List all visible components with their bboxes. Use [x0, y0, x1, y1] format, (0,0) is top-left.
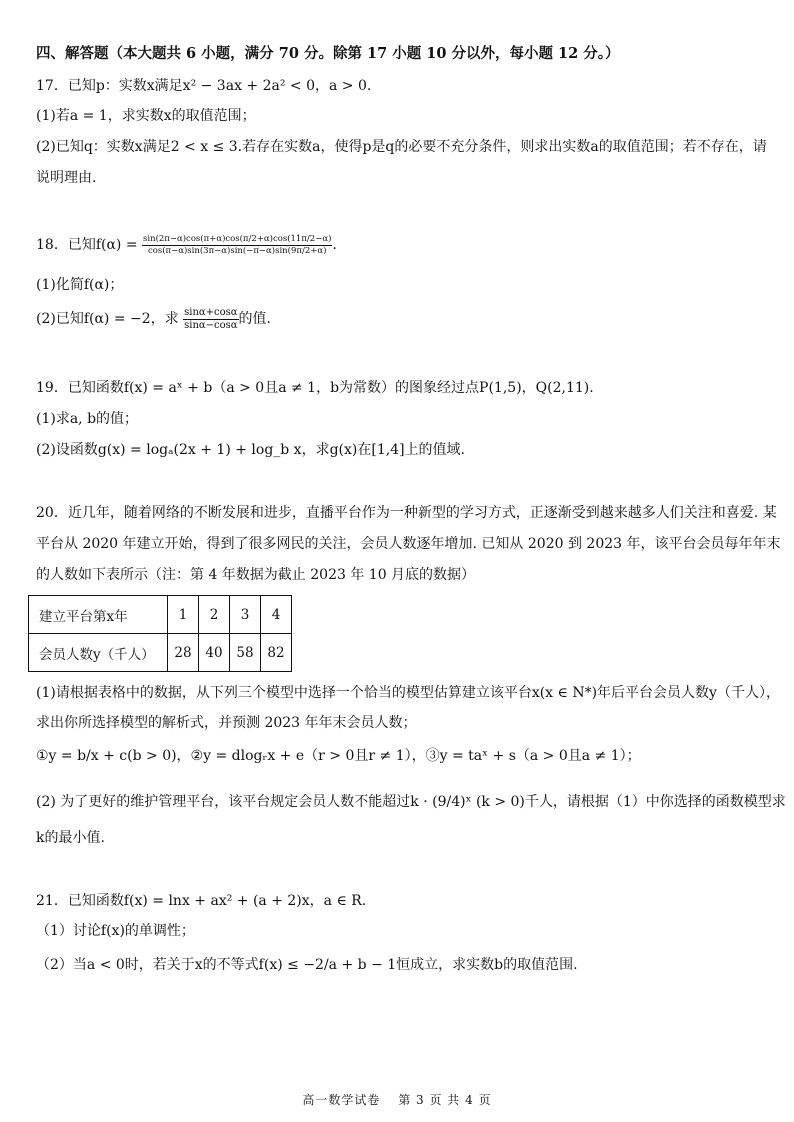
- q20-part1-line1: (1)请根据表格中的数据，从下列三个模型中选择一个恰当的模型估算建立该平台x(x ∈ N*)年后平台会员人数y（千人），: [36, 685, 780, 701]
- table-cell: 4: [261, 596, 292, 634]
- q21-stem: 21．已知函数f(x) = lnx + ax² + (a + 2)x，a ∈ R.: [36, 893, 367, 909]
- q20-stem-line1: 20．近几年，随着网络的不断发展和进步，直播平台作为一种新型的学习方式，正逐渐受到越来越多人们关注和喜爱. 某: [36, 505, 777, 521]
- q18-part2-numerator: sinα+cosα: [184, 306, 238, 318]
- q18-prefix: 18．已知f(α) =: [36, 237, 138, 253]
- q18-part2-prefix: (2)已知f(α) = −2，求: [36, 311, 179, 327]
- table-cell: 28: [168, 634, 199, 672]
- q17-part1: (1)若a = 1，求实数x的取值范围；: [36, 108, 256, 124]
- table-header-year: 建立平台第x年: [29, 596, 168, 634]
- q18-part2: [36, 306, 271, 332]
- q20-part1-line2: 求出你所选择模型的解析式，并预测 2023 年年末会员人数；: [36, 715, 417, 731]
- table-cell: 58: [230, 634, 261, 672]
- q18-part2-suffix: 的值.: [238, 311, 271, 327]
- q21-part2: （2）当a < 0时，若关于x的不等式f(x) ≤ −2/a + b − 1恒成立，求实数b的取值范围.: [36, 957, 578, 973]
- table-cell: 2: [199, 596, 230, 634]
- q20-stem-line3: 的人数如下表所示（注：第 4 年数据为截止 2023 年 10 月底的数据）: [36, 567, 476, 583]
- table-cell: 3: [230, 596, 261, 634]
- table-header-members: 会员人数y（千人）: [29, 634, 168, 672]
- q20-models: ①y = b/x + c(b > 0)，②y = dlogᵣx + e（r > 0且r ≠ 1），③y = taˣ + s（a > 0且a ≠ 1）；: [36, 748, 641, 764]
- q18-part2-denominator: sinα−cosα: [184, 319, 238, 331]
- table-row: [29, 634, 292, 672]
- section-title: 四、解答题（本大题共 6 小题，满分 70 分。除第 17 小题 10 分以外，每小题 12 分。）: [36, 45, 620, 62]
- q19-stem: 19．已知函数f(x) = aˣ + b（a > 0且a ≠ 1，b为常数）的图象经过点P(1,5)，Q(2,11).: [36, 380, 594, 396]
- page-footer: 高一数学试卷 第 3 页 共 4 页: [302, 1093, 492, 1107]
- q17-stem: 17．已知p：实数x满足x² − 3ax + 2a² < 0，a > 0.: [36, 78, 372, 94]
- q21-part1: （1）讨论f(x)的单调性；: [36, 923, 195, 939]
- q17-part2-line2: 说明理由.: [36, 170, 97, 186]
- table-cell: 40: [199, 634, 230, 672]
- table-cell: 1: [168, 596, 199, 634]
- table-cell: 82: [261, 634, 292, 672]
- table-row: [29, 596, 292, 634]
- q20-stem-line2: 平台从 2020 年建立开始，得到了很多网民的关注，会员人数逐年增加. 已知从 2020 到 2023 年，该平台会员每年年末: [36, 536, 781, 552]
- q20-part2-line1: (2) 为了更好的维护管理平台，该平台规定会员人数不能超过k · (9/4)ˣ (k > 0)千人，请根据（1）中你选择的函数模型求: [36, 794, 786, 810]
- q18-denominator: cos(π−α)sin(3π−α)sin(−π−α)sin(9π/2+α): [147, 245, 327, 256]
- q20-data-table: [28, 595, 292, 672]
- q18-stem: 18．已知f(α) = $\frac{\sin(2\pi-\alpha)\cos(\pi+\alpha)\cos(\pi/2+\alpha)\cos(11\pi/2-\alpha)}{\cos(\pi-\alpha)\sin(3\pi-\alpha)\sin(-\pi-\alpha)\sin(9\pi/2+\alpha)}$ .: [36, 233, 337, 256]
- q18-part2-fraction: [183, 307, 238, 332]
- q18-numerator: sin(2π−α)cos(π+α)cos(π/2+α)cos(11π/2−α): [143, 233, 332, 244]
- q19-part2: (2)设函数g(x) = logₐ(2x + 1) + log_b x，求g(x)在[1,4]上的值域.: [36, 442, 466, 458]
- q20-part2-line2: k的最小值.: [36, 830, 105, 846]
- q18-part1: (1)化简f(α)；: [36, 277, 124, 293]
- q18-fraction: [142, 234, 332, 257]
- q19-part1: (1)求a, b的值；: [36, 411, 139, 427]
- q17-part2-line1: (2)已知q：实数x满足2 < x ≤ 3.若存在实数a，使得p是q的必要不充分条件，则求出实数a的取值范围；若不存在，请: [36, 139, 767, 155]
